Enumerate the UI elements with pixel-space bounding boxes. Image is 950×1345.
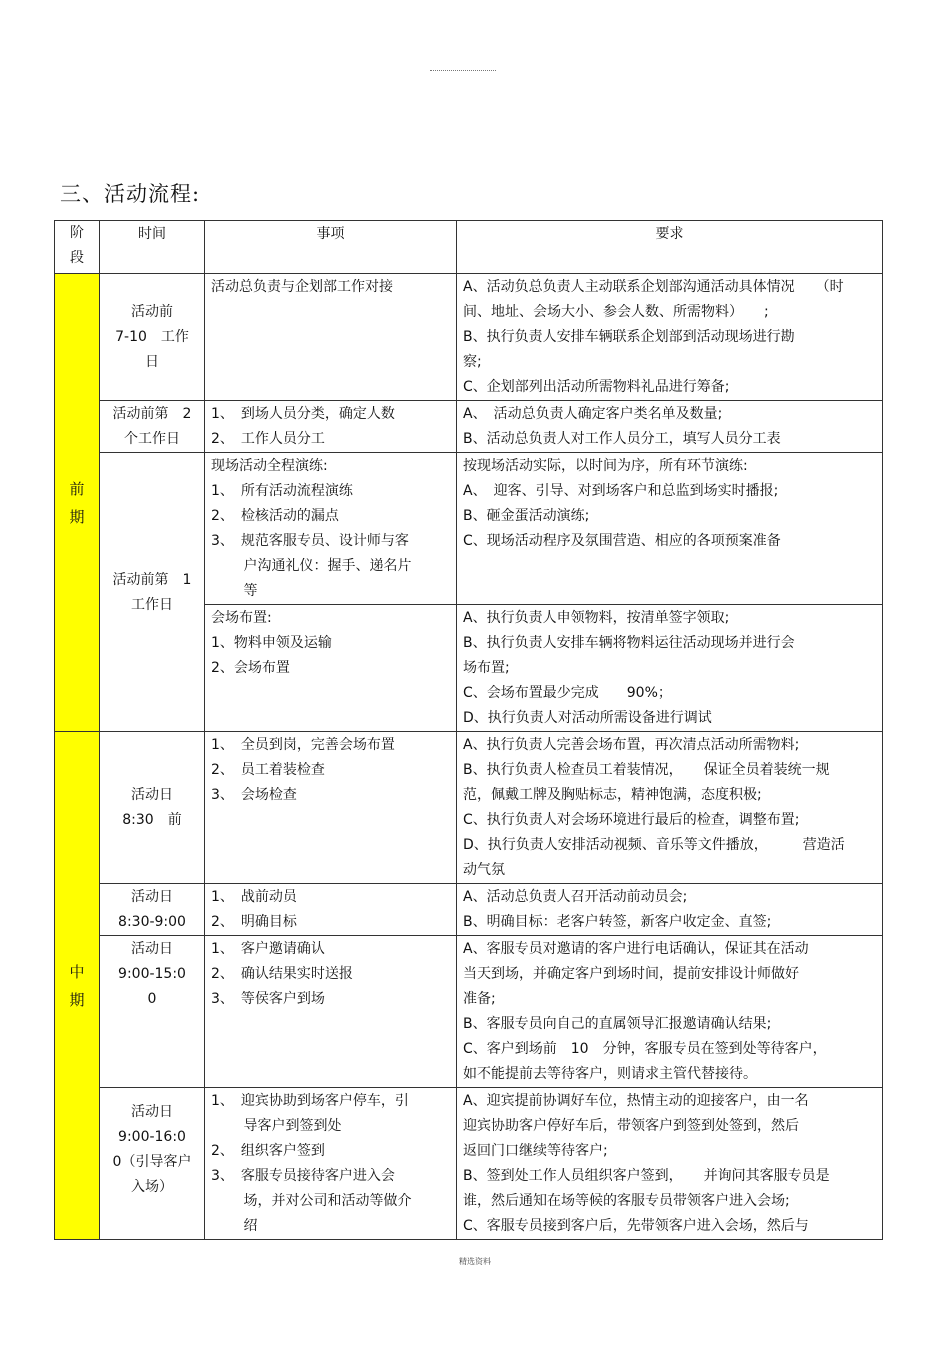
cell-line: 活动日 <box>131 1104 173 1120</box>
table-row <box>55 732 883 884</box>
requirement-cell <box>457 453 883 605</box>
cell-line: B、签到处工作人员组织客户签到， 并询问其客服专员是 <box>463 1168 830 1184</box>
cell-line: 8:30 前 <box>122 812 182 828</box>
table-row <box>55 884 883 936</box>
cell-line: A、 活动总负责人确定客户类名单及数量; <box>463 406 723 422</box>
time-cell <box>100 936 205 1088</box>
cell-line: 7-10 工作 <box>115 329 189 345</box>
cell-line: A、客服专员对邀请的客户进行电话确认，保证其在活动 <box>463 941 809 957</box>
header-dotted-line <box>430 70 496 71</box>
cell-line: 迎宾协助客户停好车后，带领客户到签到处签到，然后 <box>463 1118 799 1134</box>
cell-line: D、执行负责人对活动所需设备进行调试 <box>463 710 712 726</box>
cell-line: C、现场活动程序及氛围营造、相应的各项预案准备 <box>463 533 781 549</box>
cell-line: 1、 所有活动流程演练 <box>211 483 353 499</box>
cell-line: 3、 客服专员接待客户进入会 <box>211 1168 395 1184</box>
cell-line: 8:30-9:00 <box>118 914 186 930</box>
cell-line: 个工作日 <box>124 431 180 447</box>
cell-line: A、迎宾提前协调好车位，热情主动的迎接客户，由一名 <box>463 1093 809 1109</box>
cell-line: A、活动总负责人召开活动前动员会; <box>463 889 688 905</box>
cell-line: 活动前 <box>131 304 173 320</box>
cell-line: 3、 等侯客户到场 <box>211 991 325 1007</box>
item-cell <box>205 732 457 884</box>
cell-line: 2、会场布置 <box>211 660 290 676</box>
time-cell <box>100 732 205 884</box>
cell-line: A、执行负责人完善会场布置，再次清点活动所需物料; <box>463 737 800 753</box>
item-cell <box>205 605 457 732</box>
time-cell <box>100 1088 205 1240</box>
cell-line: 2、 确认结果实时送报 <box>211 966 353 982</box>
table-row <box>55 401 883 453</box>
table-row <box>55 1088 883 1240</box>
cell-line: 活动前第 1 <box>112 571 192 588</box>
cell-line: C、会场布置最少完成 90%； <box>463 685 672 701</box>
header-requirement: 要求 <box>457 221 883 274</box>
cell-line: B、活动总负责人对工作人员分工，填写人员分工表 <box>463 431 781 447</box>
item-cell <box>205 453 457 605</box>
cell-line: 谁，然后通知在场等候的客服专员带领客户进入会场; <box>463 1193 790 1209</box>
cell-line: 户沟通礼仪：握手、递名片 <box>211 558 412 574</box>
cell-line: 2、 明确目标 <box>211 914 297 930</box>
cell-line: 当天到场，并确定客户到场时间，提前安排设计师做好 <box>463 966 799 982</box>
cell-line: 现场活动全程演练: <box>211 458 328 474</box>
cell-line: C、执行负责人对会场环境进行最后的检查，调整布置; <box>463 812 800 828</box>
cell-line: 9:00-15:0 <box>118 966 186 982</box>
cell-line: 1、 全员到岗，完善会场布置 <box>211 737 395 753</box>
cell-line: 9:00-16:0 <box>118 1129 186 1145</box>
cell-line: 1、 到场人员分类，确定人数 <box>211 406 395 422</box>
cell-line: 场，并对公司和活动等做介 <box>211 1193 412 1209</box>
cell-line: C、企划部列出活动所需物料礼品进行筹备; <box>463 379 730 395</box>
requirement-cell <box>457 401 883 453</box>
cell-line: 0 <box>147 991 157 1007</box>
item-cell <box>205 401 457 453</box>
cell-line: 1、 迎宾协助到场客户停车，引 <box>211 1093 409 1109</box>
cell-line: 动气氛 <box>463 862 505 878</box>
table-row <box>55 453 883 605</box>
cell-line: 3、 会场检查 <box>211 787 297 803</box>
cell-line: 1、 客户邀请确认 <box>211 941 325 957</box>
requirement-cell <box>457 605 883 732</box>
cell-line: 范，佩戴工牌及胸贴标志，精神饱满，态度积极; <box>463 787 762 803</box>
item-cell <box>205 1088 457 1240</box>
page-footer: 精选资料 <box>459 1257 491 1266</box>
header-item: 事项 <box>205 221 457 274</box>
cell-line: 3、 规范客服专员、设计师与客 <box>211 533 409 549</box>
cell-line: B、明确目标：老客户转签，新客户收定金、直签; <box>463 914 772 930</box>
time-cell <box>100 401 205 453</box>
requirement-cell <box>457 732 883 884</box>
cell-line: 活动日 <box>131 787 173 803</box>
cell-line: 准备; <box>463 991 496 1007</box>
cell-line: D、执行负责人安排活动视频、音乐等文件播放， 营造活 <box>463 837 845 853</box>
cell-line: A、执行负责人申领物料，按清单签字领取; <box>463 610 730 626</box>
item-cell <box>205 884 457 936</box>
cell-line: 活动总负责与企划部工作对接 <box>211 279 393 295</box>
cell-line: 绍 <box>211 1218 258 1234</box>
stage-mid: 中期 <box>55 732 100 1240</box>
time-cell <box>100 453 205 732</box>
item-cell <box>205 936 457 1088</box>
cell-line: C、客服专员接到客户后，先带领客户进入会场，然后与 <box>463 1218 809 1234</box>
requirement-cell <box>457 884 883 936</box>
item-cell <box>205 274 457 401</box>
stage-pre: 前期 <box>55 274 100 732</box>
cell-line: B、砸金蛋活动演练; <box>463 508 590 524</box>
cell-line: B、执行负责人检查员工着装情况， 保证全员着装统一规 <box>463 762 830 778</box>
header-stage: 阶段 <box>55 221 100 274</box>
cell-line: 活动日 <box>131 941 173 957</box>
cell-line: 会场布置: <box>211 610 272 626</box>
table-row <box>55 274 883 401</box>
cell-line: 等 <box>211 583 258 599</box>
table-header-row <box>55 221 883 274</box>
cell-line: A、 迎客、引导、对到场客户和总监到场实时播报; <box>463 483 779 499</box>
time-cell <box>100 274 205 401</box>
requirement-cell <box>457 936 883 1088</box>
cell-line: B、执行负责人安排车辆将物料运往活动现场并进行会 <box>463 635 795 651</box>
cell-line: 2、 组织客户签到 <box>211 1143 325 1159</box>
cell-line: 1、 战前动员 <box>211 889 297 905</box>
cell-line: 工作日 <box>131 596 173 613</box>
cell-line: 1、物料申领及运输 <box>211 635 332 651</box>
table-row <box>55 936 883 1088</box>
cell-line: 0（引导客户 <box>112 1154 192 1170</box>
cell-line: 活动前第 2 <box>112 406 192 422</box>
cell-line: 2、 工作人员分工 <box>211 431 325 447</box>
cell-line: 间、地址、会场大小、参会人数、所需物料） ; <box>463 304 769 320</box>
time-cell <box>100 884 205 936</box>
cell-line: 2、 检核活动的漏点 <box>211 508 339 524</box>
cell-line: 察; <box>463 354 482 370</box>
cell-line: 入场） <box>131 1179 173 1195</box>
cell-line: 场布置; <box>463 660 510 676</box>
cell-line: 如不能提前去等待客户，则请求主管代替接待。 <box>463 1066 757 1082</box>
cell-line: A、活动负总负责人主动联系企划部沟通活动具体情况 （时 <box>463 279 844 295</box>
section-title: 三、活动流程: <box>60 182 201 206</box>
requirement-cell <box>457 1088 883 1240</box>
cell-line: B、执行负责人安排车辆联系企划部到活动现场进行勘 <box>463 329 795 345</box>
requirement-cell <box>457 274 883 401</box>
cell-line: 日 <box>145 354 159 370</box>
header-time: 时间 <box>100 221 205 274</box>
cell-line: 活动日 <box>131 889 173 905</box>
cell-line: 导客户到签到处 <box>211 1118 342 1134</box>
activity-flow-table <box>54 220 883 1240</box>
cell-line: 按现场活动实际，以时间为序，所有环节演练: <box>463 458 748 474</box>
cell-line: B、客服专员向自己的直属领导汇报邀请确认结果; <box>463 1016 772 1032</box>
cell-line: C、客户到场前 10 分钟，客服专员在签到处等待客户， <box>463 1041 827 1057</box>
cell-line: 2、 员工着装检查 <box>211 762 325 778</box>
cell-line: 返回门口继续等待客户; <box>463 1143 608 1159</box>
